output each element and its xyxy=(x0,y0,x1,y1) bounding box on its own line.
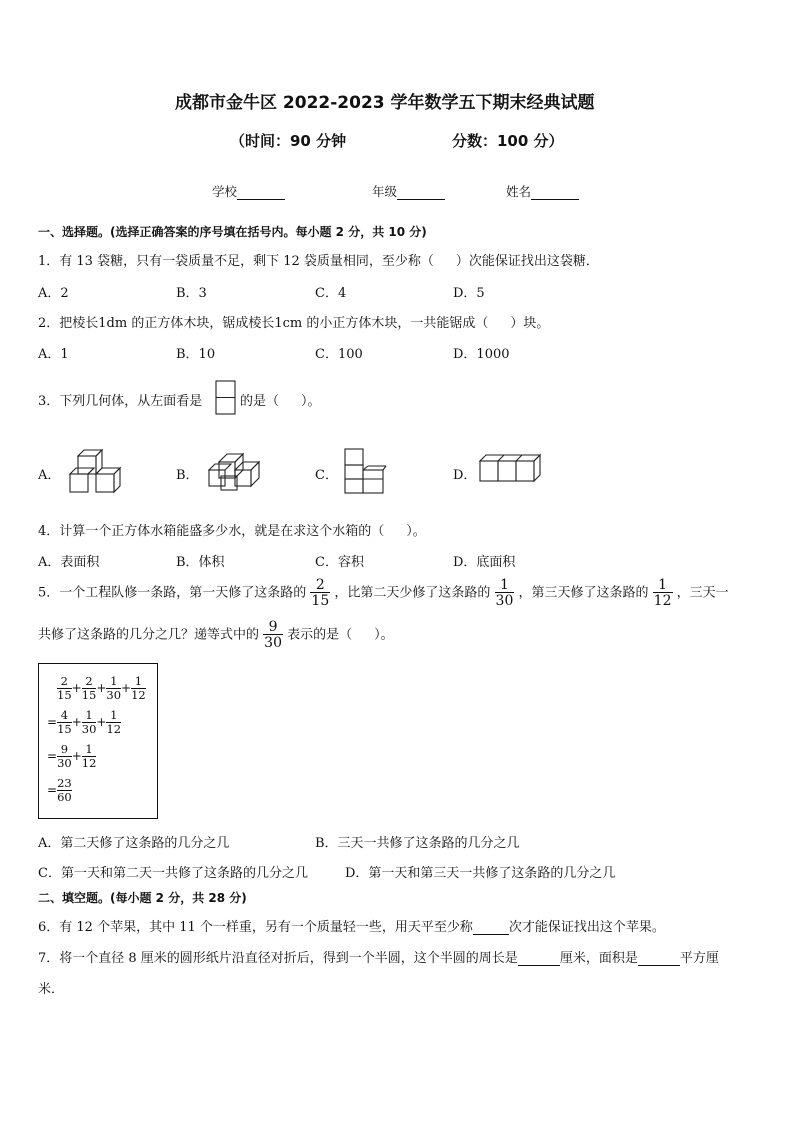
fraction: $\frac{2}{15}$ xyxy=(311,577,330,609)
cube-figure-c xyxy=(342,446,392,498)
q2-option-c[interactable]: C．100 xyxy=(315,347,363,362)
q4-text: 4．计算一个正方体水箱能盛多少水，就是在求这个水箱的（ xyxy=(38,524,385,539)
q5-option-b[interactable]: B．三天一共修了这条路的几分之几 xyxy=(315,836,520,851)
q7-text: 7．将一个直径 8 厘米的圆形纸片沿直径对折后，得到一个半圆，这个半圆的周长是 xyxy=(38,951,518,966)
calculation-box xyxy=(38,663,158,819)
name-blank[interactable] xyxy=(531,187,579,200)
q5-text-c: ，第三天修了这条路的 xyxy=(518,585,649,601)
fraction: $\frac{9}{30}$ xyxy=(264,619,282,651)
q5-line2-b: 表示的是（ xyxy=(287,627,353,643)
q4-option-c[interactable]: C．容积 xyxy=(315,555,364,570)
school-blank[interactable] xyxy=(237,187,285,200)
fraction: $\frac{1}{12}$ xyxy=(653,577,672,609)
q5-option-c[interactable]: C．第一天和第二天一共修了这条路的几分之几 xyxy=(38,866,308,881)
q1-option-a[interactable]: A．2 xyxy=(38,286,69,301)
q4-text-end: ）。 xyxy=(406,524,426,539)
school-field[interactable] xyxy=(212,182,285,200)
question-2 xyxy=(38,312,549,331)
q6-text-end: 次才能保证找出这个苹果。 xyxy=(508,920,665,935)
section1-heading: 一、选择题。(选择正确答案的序号填在括号内。每小题 2 分，共 10 分) xyxy=(38,225,427,239)
q6-answer-blank[interactable] xyxy=(473,922,509,935)
cube-figure-a xyxy=(68,444,128,498)
q3-option-c[interactable]: C． xyxy=(315,468,338,483)
q6-text: 6．有 12 个苹果，其中 11 个一样重，另有一个质量轻一些，用天平至少称 xyxy=(38,920,473,935)
q4-option-b[interactable]: B．体积 xyxy=(176,555,225,570)
q7-text-end: 平方厘 xyxy=(679,951,719,966)
calc-line-2: = $\frac{4}{15}$ + $\frac{1}{30}$ + $\frac{1}{12}$ xyxy=(47,708,122,736)
grade-blank[interactable] xyxy=(397,187,445,200)
exam-time: （时间：90 分钟 xyxy=(230,132,347,150)
grade-field[interactable] xyxy=(372,182,445,200)
name-field[interactable] xyxy=(506,182,579,200)
question-3-text-2 xyxy=(240,390,321,409)
section2-heading: 二、填空题。(每小题 2 分，共 28 分) xyxy=(38,891,247,905)
question-7 xyxy=(38,947,719,966)
left-view-figure xyxy=(215,380,237,416)
calc-line-1: $\frac{2}{15}$ + $\frac{2}{15}$ + $\frac{1}{30}$ + $\frac{1}{12}$ xyxy=(57,674,146,702)
q2-option-a[interactable]: A．1 xyxy=(38,347,69,362)
q5-line2-a: 共修了这条路的几分之几？递等式中的 xyxy=(38,627,260,643)
calc-line-3: = $\frac{9}{30}$ + $\frac{1}{12}$ xyxy=(47,742,97,770)
q5-option-a[interactable]: A．第二天修了这条路的几分之几 xyxy=(38,836,230,851)
name-label: 姓名 xyxy=(506,184,532,199)
q2-option-b[interactable]: B．10 xyxy=(176,347,216,362)
q1-text: 1．有 13 袋糖，只有一袋质量不足，剩下 12 袋质量相同，至少称（ xyxy=(38,254,434,269)
q7-perimeter-blank[interactable] xyxy=(518,953,560,966)
q4-option-d[interactable]: D．底面积 xyxy=(453,555,516,570)
question-6 xyxy=(38,916,665,935)
q3-text-end: ）。 xyxy=(301,394,321,409)
q1-text-end: ）次能保证找出这袋糖． xyxy=(455,254,599,269)
q3-text-mid: 的是（ xyxy=(240,394,280,409)
question-4 xyxy=(38,520,426,539)
grade-label: 年级 xyxy=(372,184,398,199)
q3-option-b[interactable]: B． xyxy=(176,468,199,483)
page-title: 成都市金牛区 2022-2023 学年数学五下期末经典试题 xyxy=(175,93,595,113)
cube-figure-b xyxy=(205,448,265,494)
question-7-line-2: 米． xyxy=(38,982,65,997)
q2-text-end: ）块。 xyxy=(510,316,550,331)
q7-area-blank[interactable] xyxy=(638,953,680,966)
exam-score: 分数：100 分） xyxy=(452,132,564,150)
calc-line-4: = $\frac{23}{60}$ xyxy=(47,776,72,804)
question-5-line-2 xyxy=(38,620,394,650)
q1-option-d[interactable]: D．5 xyxy=(453,286,485,301)
q5-text-a: 5．一个工程队修一条路，第一天修了这条路的 xyxy=(38,585,307,601)
question-3-text: 3．下列几何体，从左面看是 xyxy=(38,394,203,409)
q3-option-d[interactable]: D． xyxy=(453,468,477,483)
q7-text-mid: 厘米，面积是 xyxy=(559,951,638,966)
cube-figure-d xyxy=(478,454,548,484)
q5-line2-c: ）。 xyxy=(374,627,394,643)
q2-text: 2．把棱长1dm 的正方体木块，锯成棱长1cm 的小正方体木块，一共能锯成（ xyxy=(38,316,489,331)
q5-option-d[interactable]: D．第一天和第三天一共修了这条路的几分之几 xyxy=(345,866,616,881)
q5-text-d: ，三天一 xyxy=(676,585,729,601)
q4-option-a[interactable]: A．表面积 xyxy=(38,555,100,570)
question-5-line-1 xyxy=(38,578,729,608)
question-1 xyxy=(38,250,599,269)
q3-option-a[interactable]: A． xyxy=(38,468,61,483)
fraction: $\frac{1}{30}$ xyxy=(495,577,514,609)
q1-option-c[interactable]: C．4 xyxy=(315,286,347,301)
q2-option-d[interactable]: D．1000 xyxy=(453,347,510,362)
school-label: 学校 xyxy=(212,184,238,199)
q5-text-b: ，比第二天少修了这条路的 xyxy=(334,585,491,601)
q1-option-b[interactable]: B．3 xyxy=(176,286,207,301)
